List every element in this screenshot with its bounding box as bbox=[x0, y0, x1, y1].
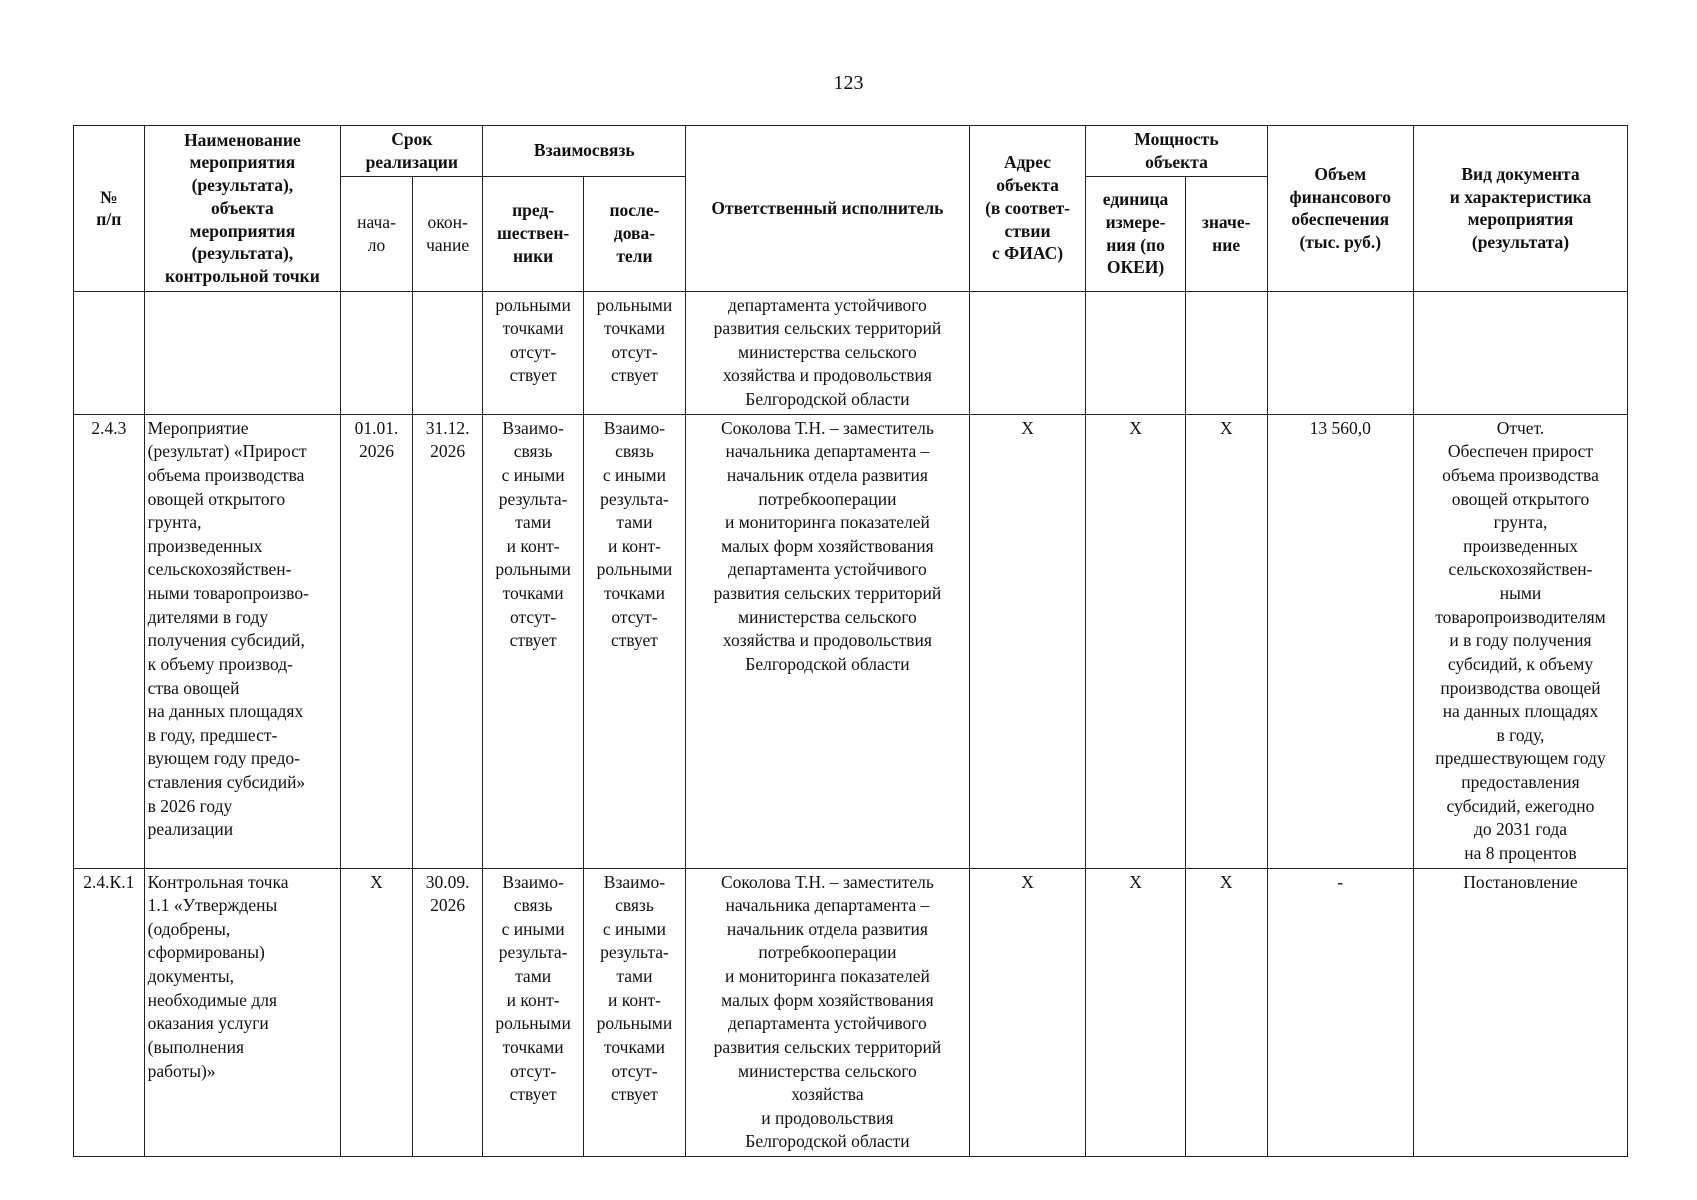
cell-address: X bbox=[969, 414, 1086, 868]
measures-table bbox=[73, 125, 1628, 1157]
header-row-top bbox=[74, 126, 1628, 177]
cell-funding: - bbox=[1267, 868, 1413, 1157]
page-number: 123 bbox=[833, 72, 864, 94]
cell-unit: X bbox=[1086, 868, 1185, 1157]
cell-successors: Взаимо- связь с иными результа- тами и конт- рольными точками отсут- ствует bbox=[583, 414, 685, 868]
cell-responsible: Соколова Т.Н. – заместитель начальника департамента – начальник отдела развития потребкооперации и мониторинга показателей малых форм хозяйствования департамента устойчивого развития сельских территорий министерства сельского хозяйства и продовольствия Белгородской области bbox=[686, 868, 970, 1157]
cell-unit: X bbox=[1086, 414, 1185, 868]
header-value: значе- ние bbox=[1185, 176, 1267, 291]
header-doc-type: Вид документа и характеристика мероприятия (результата) bbox=[1413, 126, 1627, 292]
cell-end: 30.09. 2026 bbox=[412, 868, 483, 1157]
cell-start: 01.01. 2026 bbox=[341, 414, 413, 868]
cell-doc: Отчет. Обеспечен прирост объема производства овощей открытого грунта, произведенных сельскохозяйствен- ными товаропроизводителям и в году получения субсидий, к объему производства овощей на данных площадях в году, предшествующем году предоставления субсидий, ежегодно до 2031 года на 8 процентов bbox=[1413, 414, 1627, 868]
header-end: окон- чание bbox=[412, 176, 483, 291]
cell-num bbox=[74, 291, 145, 414]
header-relation: Взаимосвязь bbox=[483, 126, 686, 177]
header-funding: Объем финансового обеспечения (тыс. руб.) bbox=[1267, 126, 1413, 292]
cell-predecessors: рольными точками отсут- ствует bbox=[483, 291, 583, 414]
cell-address: X bbox=[969, 868, 1086, 1157]
table-row bbox=[74, 414, 1628, 868]
cell-doc bbox=[1413, 291, 1627, 414]
cell-doc: Постановление bbox=[1413, 868, 1627, 1157]
cell-value: X bbox=[1185, 414, 1267, 868]
header-predecessors: пред- шествен- ники bbox=[483, 176, 583, 291]
cell-successors: рольными точками отсут- ствует bbox=[583, 291, 685, 414]
header-period: Срок реализации bbox=[341, 126, 483, 177]
cell-value bbox=[1185, 291, 1267, 414]
cell-address bbox=[969, 291, 1086, 414]
cell-start bbox=[341, 291, 413, 414]
header-successors: после- дова- тели bbox=[583, 176, 685, 291]
cell-value: X bbox=[1185, 868, 1267, 1157]
header-responsible: Ответственный исполнитель bbox=[686, 126, 970, 292]
cell-num: 2.4.К.1 bbox=[74, 868, 145, 1157]
cell-responsible: департамента устойчивого развития сельских территорий министерства сельского хозяйства и продовольствия Белгородской области bbox=[686, 291, 970, 414]
cell-name: Контрольная точка 1.1 «Утверждены (одобрены, сформированы) документы, необходимые для оказания услуги (выполнения работы)» bbox=[144, 868, 341, 1157]
header-start: нача- ло bbox=[341, 176, 413, 291]
cell-funding: 13 560,0 bbox=[1267, 414, 1413, 868]
cell-responsible: Соколова Т.Н. – заместитель начальника департамента – начальник отдела развития потребкооперации и мониторинга показателей малых форм хозяйствования департамента устойчивого развития сельских территорий министерства сельского хозяйства и продовольствия Белгородской области bbox=[686, 414, 970, 868]
header-capacity: Мощность объекта bbox=[1086, 126, 1267, 177]
table-row bbox=[74, 868, 1628, 1157]
cell-predecessors: Взаимо- связь с иными результа- тами и конт- рольными точками отсут- ствует bbox=[483, 868, 583, 1157]
cell-end bbox=[412, 291, 483, 414]
header-num: № п/п bbox=[74, 126, 145, 292]
cell-unit bbox=[1086, 291, 1185, 414]
cell-name bbox=[144, 291, 341, 414]
cell-end: 31.12. 2026 bbox=[412, 414, 483, 868]
cell-successors: Взаимо- связь с иными результа- тами и конт- рольными точками отсут- ствует bbox=[583, 868, 685, 1157]
cell-funding bbox=[1267, 291, 1413, 414]
table-row-continuation bbox=[74, 291, 1628, 414]
header-name: Наименование мероприятия (результата), объекта мероприятия (результата), контрольной точки bbox=[144, 126, 341, 292]
cell-name: Мероприятие (результат) «Прирост объема производства овощей открытого грунта, произведенных сельскохозяйствен- ными товаропроизво- дителями в году получения субсидий, к объему производ- ства овощей на данных площадях в году, предшест- вующем году предо- ставления субсидий» в 2026 году реализации bbox=[144, 414, 341, 868]
cell-predecessors: Взаимо- связь с иными результа- тами и конт- рольными точками отсут- ствует bbox=[483, 414, 583, 868]
cell-start: X bbox=[341, 868, 413, 1157]
header-unit: единица измере- ния (по ОКЕИ) bbox=[1086, 176, 1185, 291]
cell-num: 2.4.3 bbox=[74, 414, 145, 868]
header-address: Адрес объекта (в соответ- ствии с ФИАС) bbox=[969, 126, 1086, 292]
